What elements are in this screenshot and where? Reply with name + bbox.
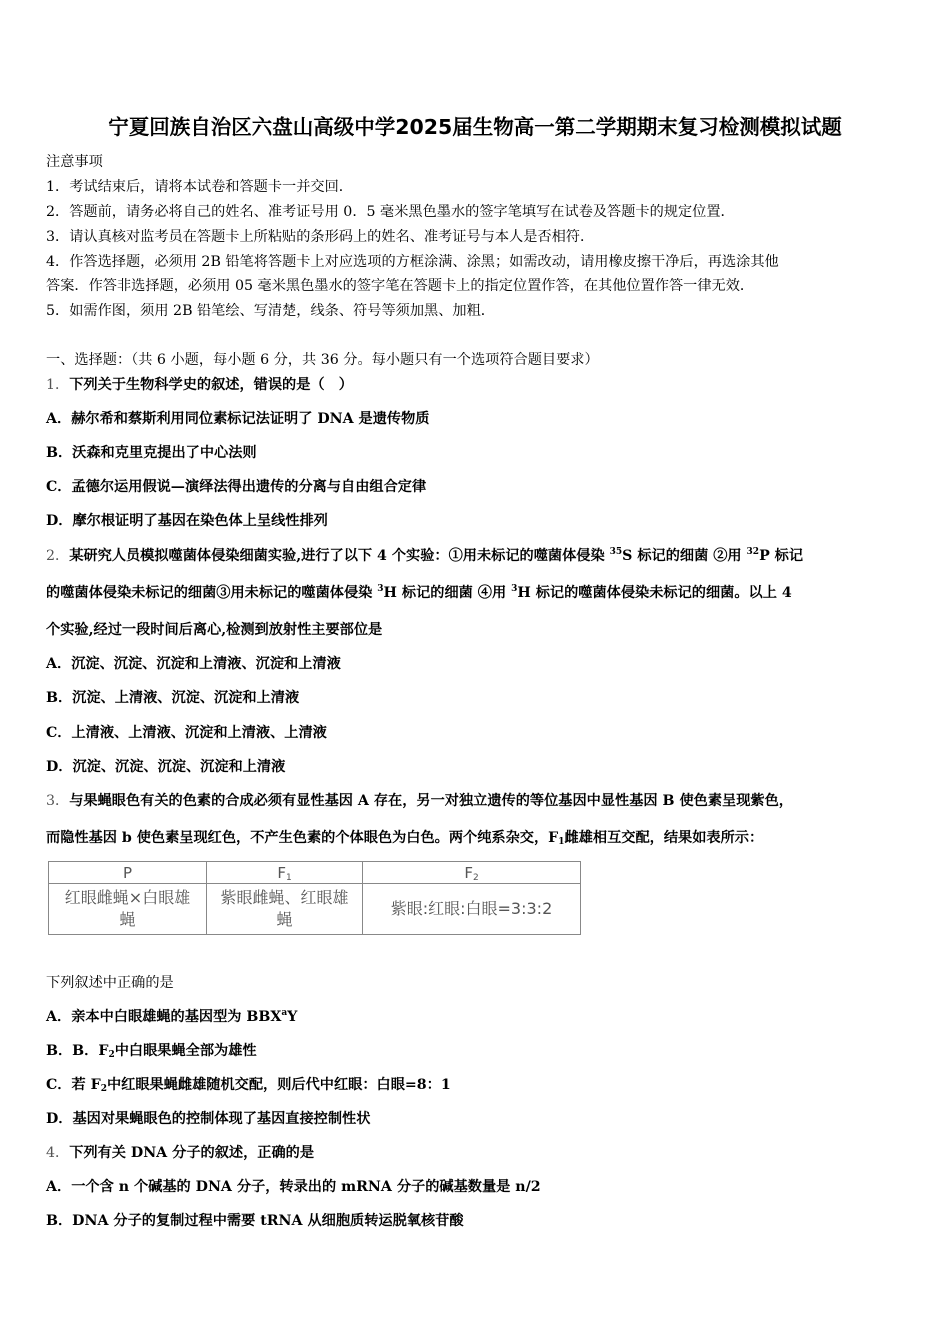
notice-item: 5．如需作图，须用 2B 铅笔绘、写清楚，线条、符号等须加黑、加粗． bbox=[46, 303, 495, 319]
table-header-p: P bbox=[49, 862, 207, 884]
table-header-f2: $F_2$ bbox=[363, 862, 581, 884]
q2-option-c: C．上清液、上清液、沉淀和上清液、上清液 bbox=[46, 725, 327, 741]
q1-option-c: C．孟德尔运用假说—演绎法得出遗传的分离与自由组合定律 bbox=[46, 479, 427, 495]
table-cell-f2: 紫眼:红眼:白眼=3:3:2 bbox=[363, 884, 581, 935]
q1-option-b: B．沃森和克里克提出了中心法则 bbox=[46, 445, 257, 461]
cross-result-table bbox=[48, 861, 581, 935]
q2-option-b: B．沉淀、上清液、沉淀、沉淀和上清液 bbox=[46, 690, 300, 706]
question-number: 4． bbox=[46, 1145, 70, 1161]
question-3-stem-line2: 而隐性基因 b 使色素呈现红色，不产生色素的个体眼色为白色。两个纯系杂交，$F_1$雌雄相互交配，结果如表所示： bbox=[46, 830, 764, 847]
question-1-stem: 1．下列关于生物科学史的叙述，错误的是（ ） bbox=[46, 377, 353, 393]
table-cell-p: 红眼雌蝇×白眼雄 蝇 bbox=[49, 884, 207, 935]
table-cell-f1: 紫眼雌蝇、红眼雄 蝇 bbox=[207, 884, 363, 935]
question-number: 3． bbox=[46, 793, 70, 809]
page-title: 宁夏回族自治区六盘山高级中学2025届生物高一第二学期期末复习检测模拟试题 bbox=[108, 115, 842, 139]
q3-option-d: D．基因对果蝇眼色的控制体现了基因直接控制性状 bbox=[46, 1111, 371, 1127]
section-heading: 一、选择题：（共 6 小题，每小题 6 分，共 36 分。每小题只有一个选项符合题目要求） bbox=[46, 352, 599, 368]
q3-option-a: A．亲本中白眼雄蝇的基因型为 BBX$^a$Y bbox=[46, 1008, 298, 1025]
question-2-stem-line2: 的噬菌体侵染未标记的细菌③用未标记的噬菌体侵染 $^3$H 标记的细菌 ④用 $^3$H 标记的噬菌体侵染未标记的细菌。以上 4 bbox=[46, 584, 792, 601]
question-3-stem-line1: 3．与果蝇眼色有关的色素的合成必须有显性基因 A 存在，另一对独立遗传的等位基因中显性基因 B 使色素呈现紫色， bbox=[46, 793, 793, 809]
notice-item: 4．作答选择题，必须用 2B 铅笔将答题卡上对应选项的方框涂满、涂黑；如需改动，请用橡皮擦干净后，再选涂其他 bbox=[46, 254, 779, 270]
question-number: 1． bbox=[46, 377, 70, 393]
q3-option-c: C．若 $F_2$中红眼果蝇雌雄随机交配，则后代中红眼：白眼=8：1 bbox=[46, 1077, 451, 1094]
notice-item: 3．请认真核对监考员在答题卡上所粘贴的条形码上的姓名、准考证号与本人是否相符． bbox=[46, 229, 595, 245]
notice-item: 2．答题前，请务必将自己的姓名、准考证号用 0．5 毫米黑色墨水的签字笔填写在试卷及答题卡的规定位置． bbox=[46, 204, 735, 220]
table-row bbox=[49, 884, 581, 935]
table-header-f1: $F_1$ bbox=[207, 862, 363, 884]
notice-item: 1．考试结束后，请将本试卷和答题卡一并交回． bbox=[46, 179, 353, 195]
q3-option-b: B．B．$F_2$中白眼果蝇全部为雄性 bbox=[46, 1043, 257, 1060]
question-4-stem: 4．下列有关 DNA 分子的叙述，正确的是 bbox=[46, 1145, 315, 1161]
q1-option-a: A．赫尔希和蔡斯利用同位素标记法证明了 DNA 是遗传物质 bbox=[46, 411, 430, 427]
q2-option-a: A．沉淀、沉淀、沉淀和上清液、沉淀和上清液 bbox=[46, 656, 341, 672]
question-2-stem-line1: 2．某研究人员模拟噬菌体侵染细菌实验,进行了以下 4 个实验：①用未标记的噬菌体侵染 $^{35}$S 标记的细菌 ②用 $^{32}$P 标记 bbox=[46, 547, 804, 564]
q2-option-d: D．沉淀、沉淀、沉淀、沉淀和上清液 bbox=[46, 759, 286, 775]
notice-item: 答案．作答非选择题，必须用 05 毫米黑色墨水的签字笔在答题卡上的指定位置作答，在其他位置作答一律无效． bbox=[46, 278, 755, 294]
notice-heading: 注意事项 bbox=[46, 154, 103, 170]
question-3-prompt: 下列叙述中正确的是 bbox=[46, 975, 174, 991]
table-header-row bbox=[49, 862, 581, 884]
question-2-stem-line3: 个实验,经过一段时间后离心,检测到放射性主要部位是 bbox=[46, 622, 383, 638]
question-number: 2． bbox=[46, 548, 70, 564]
q4-option-a: A．一个含 n 个碱基的 DNA 分子，转录出的 mRNA 分子的碱基数量是 n/2 bbox=[46, 1179, 541, 1195]
q4-option-b: B．DNA 分子的复制过程中需要 tRNA 从细胞质转运脱氧核苷酸 bbox=[46, 1213, 464, 1229]
q1-option-d: D．摩尔根证明了基因在染色体上呈线性排列 bbox=[46, 513, 328, 529]
